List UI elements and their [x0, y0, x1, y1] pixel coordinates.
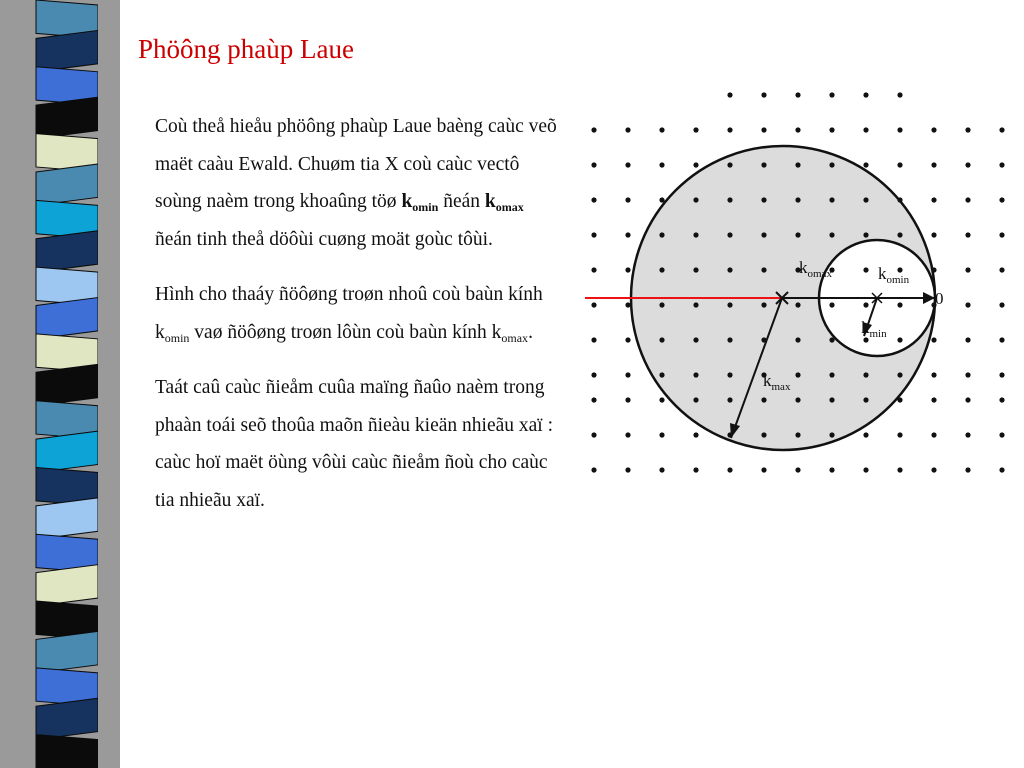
lattice-dot	[931, 127, 936, 132]
lattice-dot	[863, 232, 868, 237]
lattice-dot	[625, 127, 630, 132]
slide-title: Phöông phaùp Laue	[138, 34, 354, 64]
k-omax-bold: $k_{omax}$	[484, 191, 524, 214]
lattice-dot	[931, 432, 936, 437]
lattice-dot	[897, 127, 902, 132]
lattice-dot	[659, 162, 664, 167]
lattice-dot	[931, 162, 936, 167]
lattice-dot	[965, 232, 970, 237]
lattice-dot	[965, 127, 970, 132]
strip-band	[36, 735, 98, 768]
lattice-dot	[591, 127, 596, 132]
lattice-dot	[965, 337, 970, 342]
lattice-dot	[761, 162, 766, 167]
label-k-max: $k_{max}$	[763, 371, 791, 393]
lattice-dot	[931, 197, 936, 202]
lattice-dot	[727, 467, 732, 472]
lattice-dot	[693, 232, 698, 237]
label-origin: 0	[935, 289, 944, 308]
lattice-dot	[863, 267, 868, 272]
lattice-dot	[727, 127, 732, 132]
lattice-dot	[863, 432, 868, 437]
lattice-dot	[693, 337, 698, 342]
lattice-dot	[999, 397, 1004, 402]
lattice-dot	[625, 372, 630, 377]
label-k-omin: $k_{omin}$	[878, 264, 910, 286]
lattice-dot	[931, 232, 936, 237]
lattice-dot	[965, 397, 970, 402]
ewald-sphere-diagram	[580, 80, 1020, 520]
lattice-dot	[999, 197, 1004, 202]
lattice-dot	[659, 397, 664, 402]
lattice-dot	[829, 127, 834, 132]
lattice-dot	[931, 337, 936, 342]
lattice-dot	[965, 372, 970, 377]
lattice-dot	[693, 267, 698, 272]
lattice-dot	[897, 232, 902, 237]
lattice-dot	[931, 467, 936, 472]
lattice-dot	[897, 372, 902, 377]
lattice-dot	[863, 467, 868, 472]
lattice-dot	[829, 337, 834, 342]
lattice-dot	[693, 467, 698, 472]
body-text	[155, 108, 560, 537]
paragraph-ewald: Coù theå hieåu phöông phaùp Laue baèng caùc veõ maët caàu Ewald. Chuøm tia X coù caùc vectô soùng naèm trong khoaûng töø $k_{omin}$ ñeán $k_{omax}$ ñeán tinh theå döôùi cuøng moät goùc tôùi.	[155, 116, 557, 250]
lattice-dot	[863, 337, 868, 342]
lattice-dot	[727, 92, 732, 97]
lattice-dot	[999, 302, 1004, 307]
lattice-dot	[727, 397, 732, 402]
lattice-dot	[999, 267, 1004, 272]
lattice-dot	[591, 432, 596, 437]
lattice-dot	[727, 232, 732, 237]
lattice-dot	[897, 432, 902, 437]
lattice-dot	[999, 232, 1004, 237]
lattice-dot	[863, 372, 868, 377]
lattice-dot	[999, 467, 1004, 472]
lattice-dot	[965, 432, 970, 437]
lattice-dot	[761, 467, 766, 472]
label-k-omax: $k_{omax}$	[799, 258, 832, 280]
lattice-dot	[829, 432, 834, 437]
lattice-dot	[659, 337, 664, 342]
lattice-dot	[591, 197, 596, 202]
lattice-dot	[727, 267, 732, 272]
lattice-dot	[659, 372, 664, 377]
lattice-dot	[761, 267, 766, 272]
paragraph-dark-region: Taát caû caùc ñieåm cuûa maïng ñaûo naèm trong phaàn toái seõ thoûa maõn ñieàu kieän nhieãu xaï : caùc hoï maët öùng vôùi caùc ñieåm ñoù cho caùc tia nhieãu xaï.	[155, 377, 553, 511]
label-k-min: $k_{min}$	[861, 318, 887, 340]
lattice-dot	[829, 92, 834, 97]
lattice-dot	[897, 197, 902, 202]
lattice-dot	[999, 432, 1004, 437]
lattice-dot	[999, 162, 1004, 167]
lattice-dot	[761, 197, 766, 202]
lattice-dot	[965, 302, 970, 307]
paragraph-circles: Hình cho thaáy ñöôøng troøn nhoû coù baùn kính $k_{omin}$ vaø ñöôøng troøn lôùn coù baùn kính $k_{omax}$.	[155, 284, 543, 345]
lattice-dot	[965, 267, 970, 272]
lattice-dot	[931, 372, 936, 377]
lattice-dot	[795, 372, 800, 377]
lattice-dot	[727, 197, 732, 202]
lattice-dot	[829, 232, 834, 237]
lattice-dot	[659, 267, 664, 272]
lattice-dot	[897, 302, 902, 307]
lattice-dot	[965, 467, 970, 472]
lattice-dot	[625, 432, 630, 437]
lattice-dot	[863, 162, 868, 167]
lattice-dot	[795, 127, 800, 132]
lattice-dot	[897, 467, 902, 472]
lattice-dot	[795, 162, 800, 167]
lattice-dot	[761, 92, 766, 97]
lattice-dot	[829, 197, 834, 202]
lattice-dot	[727, 162, 732, 167]
lattice-dot	[659, 232, 664, 237]
lattice-dot	[625, 467, 630, 472]
lattice-dot	[829, 302, 834, 307]
lattice-dot	[659, 197, 664, 202]
lattice-dot	[591, 267, 596, 272]
lattice-dot	[761, 432, 766, 437]
decorative-side-strip	[0, 0, 120, 768]
lattice-dot	[829, 162, 834, 167]
lattice-dot	[931, 397, 936, 402]
lattice-dot	[931, 267, 936, 272]
lattice-dot	[693, 432, 698, 437]
lattice-dot	[693, 397, 698, 402]
lattice-dot	[727, 337, 732, 342]
lattice-dot	[659, 302, 664, 307]
lattice-dot	[659, 467, 664, 472]
lattice-dot	[693, 162, 698, 167]
lattice-dot	[625, 337, 630, 342]
lattice-dot	[761, 302, 766, 307]
lattice-dot	[693, 127, 698, 132]
lattice-dot	[591, 162, 596, 167]
lattice-dot	[795, 232, 800, 237]
lattice-dot	[761, 397, 766, 402]
lattice-dot	[795, 432, 800, 437]
lattice-dot	[863, 92, 868, 97]
lattice-dot	[591, 467, 596, 472]
lattice-dot	[591, 337, 596, 342]
lattice-dot	[693, 302, 698, 307]
lattice-dot	[625, 197, 630, 202]
lattice-dot	[625, 302, 630, 307]
lattice-dot	[591, 372, 596, 377]
lattice-dot	[727, 372, 732, 377]
lattice-dot	[897, 397, 902, 402]
lattice-dot	[795, 467, 800, 472]
lattice-dot	[693, 372, 698, 377]
lattice-dot	[897, 267, 902, 272]
lattice-dot	[659, 127, 664, 132]
lattice-dot	[999, 127, 1004, 132]
lattice-dot	[727, 302, 732, 307]
lattice-dot	[999, 337, 1004, 342]
lattice-dot	[625, 232, 630, 237]
lattice-dot	[829, 467, 834, 472]
lattice-dot	[897, 162, 902, 167]
lattice-dot	[863, 127, 868, 132]
lattice-dot	[625, 162, 630, 167]
lattice-dot	[659, 432, 664, 437]
lattice-dot	[897, 92, 902, 97]
lattice-dot	[863, 302, 868, 307]
lattice-dot	[591, 397, 596, 402]
lattice-dot	[591, 232, 596, 237]
lattice-dot	[965, 197, 970, 202]
lattice-dot	[795, 337, 800, 342]
lattice-dot	[795, 302, 800, 307]
lattice-dot	[999, 372, 1004, 377]
lattice-dot	[863, 397, 868, 402]
lattice-dot	[795, 397, 800, 402]
lattice-dot	[795, 92, 800, 97]
lattice-dot	[693, 197, 698, 202]
lattice-dot	[897, 337, 902, 342]
lattice-dot	[863, 197, 868, 202]
lattice-dot	[965, 162, 970, 167]
lattice-dot	[591, 302, 596, 307]
lattice-dot	[829, 372, 834, 377]
lattice-dot	[625, 397, 630, 402]
k-omin-bold: $k_{omin}$	[401, 191, 439, 214]
lattice-dot	[829, 397, 834, 402]
lattice-dot	[761, 127, 766, 132]
lattice-dot	[625, 267, 630, 272]
lattice-dot	[761, 232, 766, 237]
lattice-dot	[795, 197, 800, 202]
